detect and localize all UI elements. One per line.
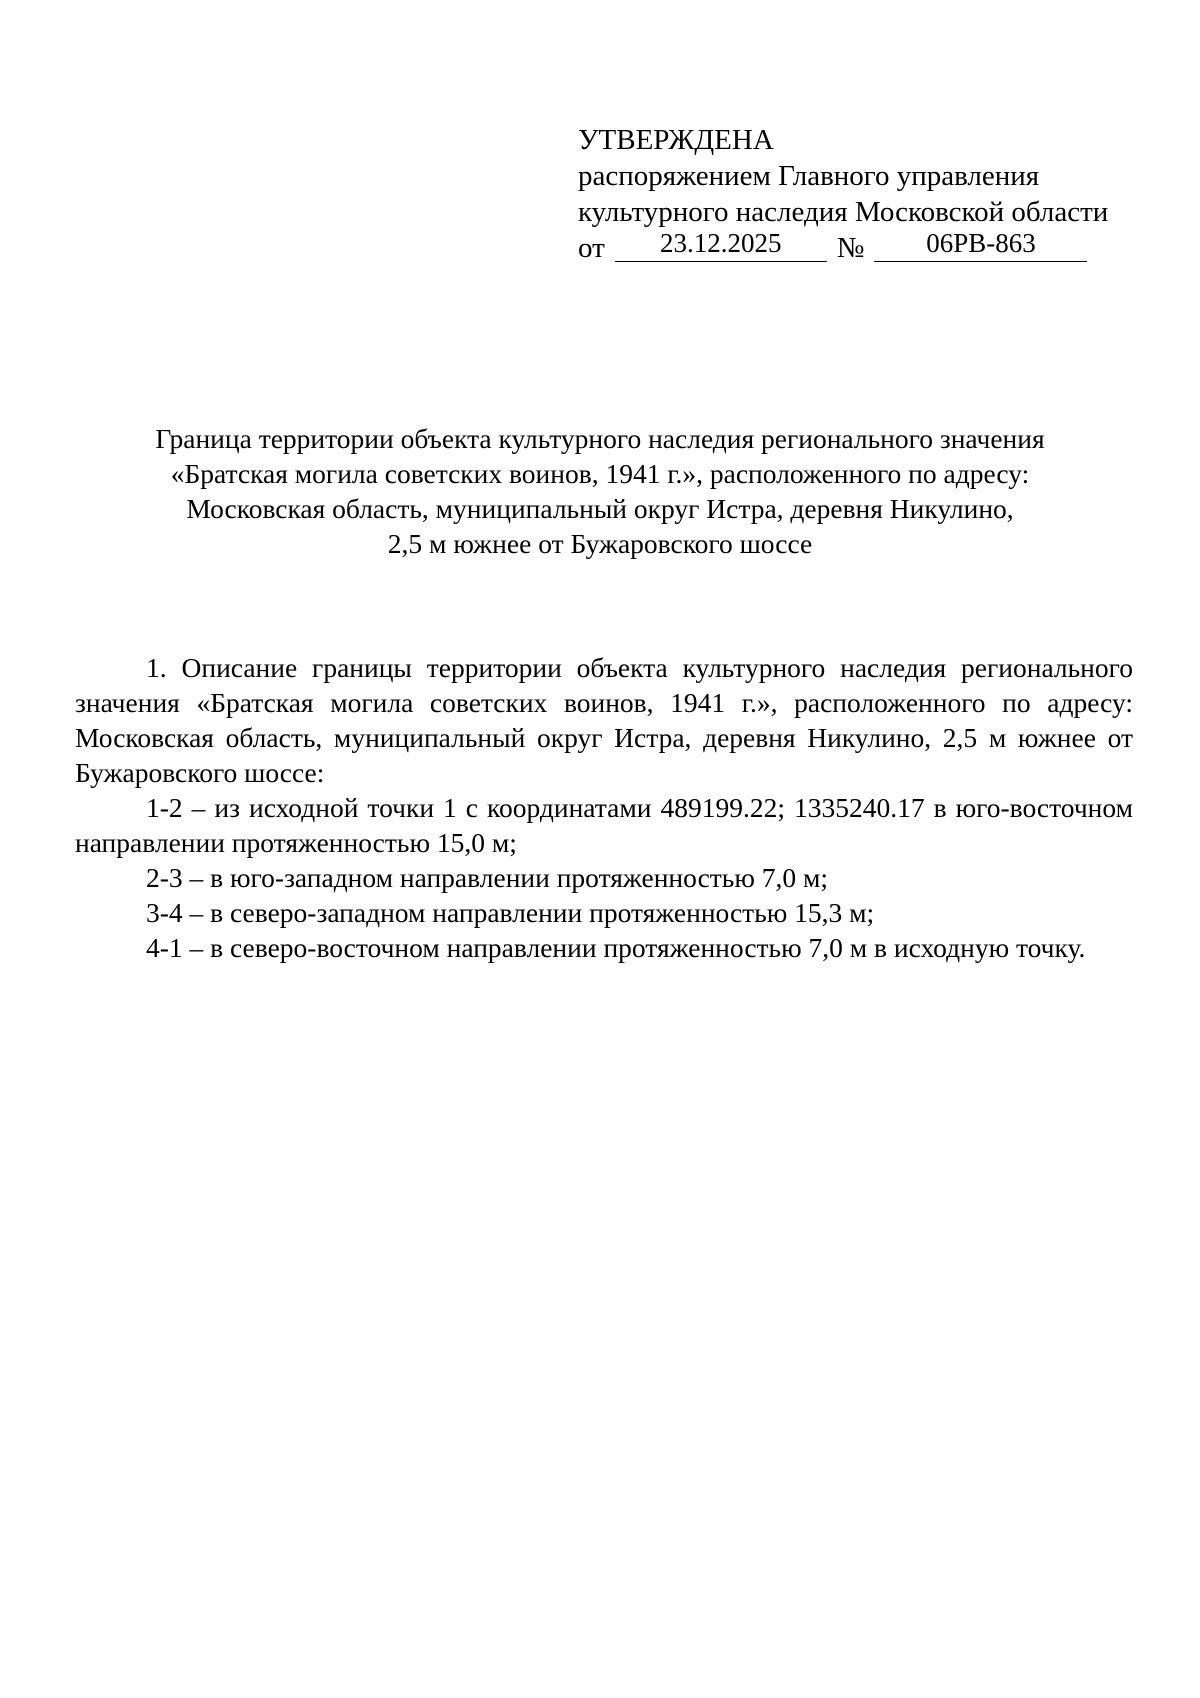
approval-authority-line2: культурного наследия Московской области [578, 196, 1109, 228]
document-body [75, 650, 1133, 965]
approval-heading: УТВЕРЖДЕНА [578, 124, 774, 156]
date-field [615, 228, 827, 262]
document-title [80, 421, 1120, 561]
paragraph-segment-1-2: 1-2 – из исходной точки 1 с координатами 489199.22; 1335240.17 в юго-восточном направлении протяженностью 15,0 м; [75, 792, 1133, 858]
title-line: Московская область, муниципальный округ Истра, деревня Никулино, [186, 493, 1014, 524]
date-prefix: от [578, 232, 605, 264]
date-value: 23.12.2025 [660, 228, 782, 258]
paragraph-segment-2-3: 2-3 – в юго-западном направлении протяженностью 7,0 м; [146, 862, 829, 893]
paragraph-segment-4-1: 4-1 – в северо-восточном направлении протяженностью 7,0 м в исходную точку. [146, 932, 1086, 963]
title-line: Граница территории объекта культурного наследия регионального значения [155, 423, 1045, 454]
number-sign: № [836, 232, 865, 264]
paragraph-segment-3-4: 3-4 – в северо-западном направлении протяженностью 15,3 м; [146, 897, 875, 928]
approval-date-number-line [578, 230, 1138, 266]
number-field [874, 228, 1087, 262]
number-value: 06РВ-863 [926, 228, 1036, 258]
title-line: 2,5 м южнее от Бужаровского шоссе [387, 528, 813, 559]
paragraph-description: 1. Описание границы территории объекта культурного наследия регионального значения «Братская могила советских воинов, 1941 г.», расположенного по адресу: Московская область, муниципальный округ Истра, деревня Никулино, 2,5 м южнее от Бужаровского шоссе: [75, 652, 1133, 788]
title-line: «Братская могила советских воинов, 1941 г.», расположенного по адресу: [170, 458, 1030, 489]
approval-stamp [578, 122, 1138, 266]
approval-authority-line1: распоряжением Главного управления [578, 160, 1040, 192]
